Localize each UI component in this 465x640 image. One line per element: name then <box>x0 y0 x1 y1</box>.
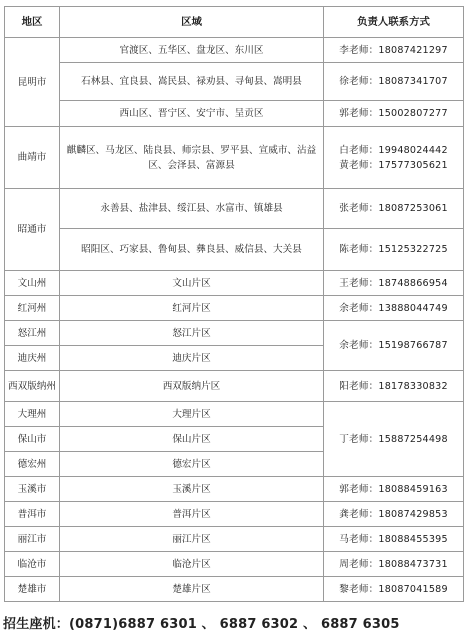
area-text: 保山片区 <box>172 433 211 445</box>
area-text: 西双版纳片区 <box>162 380 221 392</box>
table-row <box>5 189 464 229</box>
contact-line: 张老师：18087253061 <box>339 203 448 214</box>
city-cell: 文山州 <box>5 271 60 296</box>
table-row <box>5 527 464 552</box>
contact-cell <box>324 296 464 321</box>
area-cell <box>60 229 324 271</box>
area-text: 楚雄片区 <box>172 583 211 595</box>
area-text: 丽江片区 <box>172 533 211 545</box>
contact-line: 周老师：18088473731 <box>339 558 448 570</box>
table-row <box>5 577 464 602</box>
area-text: 临沧片区 <box>172 558 211 570</box>
area-text: 永善县、盐津县、绥江县、水富市、镇雄县 <box>100 203 283 214</box>
area-text: 怒江片区 <box>172 327 211 339</box>
area-cell <box>60 527 324 552</box>
table-body <box>5 38 464 602</box>
contact-cell <box>324 371 464 402</box>
contact-cell <box>324 527 464 552</box>
area-cell <box>60 477 324 502</box>
contact-cell <box>324 229 464 271</box>
contact-line: 白老师：19948024442 <box>339 144 448 156</box>
contact-cell <box>324 402 464 477</box>
contact-cell <box>324 577 464 602</box>
area-cell <box>60 127 324 189</box>
table-row <box>5 371 464 402</box>
header-contact: 负责人联系方式 <box>324 7 464 38</box>
contact-cell <box>324 271 464 296</box>
city-cell: 曲靖市 <box>5 127 60 189</box>
area-text: 官渡区、五华区、盘龙区、东川区 <box>119 44 264 56</box>
area-text: 玉溪片区 <box>172 483 211 495</box>
contact-line: 余老师：15198766787 <box>339 340 448 351</box>
contact-line: 陈老师：15125322725 <box>339 244 448 255</box>
contact-line: 余老师：13888044749 <box>339 302 448 314</box>
contact-line: 徐老师：18087341707 <box>339 76 448 87</box>
contact-line: 黄老师：17577305621 <box>339 159 448 171</box>
area-cell <box>60 296 324 321</box>
area-text: 红河片区 <box>172 302 211 314</box>
contact-cell <box>324 477 464 502</box>
table-row <box>5 127 464 189</box>
city-cell: 临沧市 <box>5 552 60 577</box>
area-text: 麒麟区、马龙区、陆良县、师宗县、罗平县、宣威市、沾益区、会泽县、富源县 <box>66 144 317 171</box>
contact-cell <box>324 189 464 229</box>
city-cell: 昆明市 <box>5 38 60 127</box>
contact-line: 阳老师：18178330832 <box>339 380 448 392</box>
city-cell: 楚雄市 <box>5 577 60 602</box>
table-row <box>5 271 464 296</box>
contact-cell <box>324 101 464 127</box>
area-cell <box>60 189 324 229</box>
table-row <box>5 63 464 101</box>
contact-line: 马老师：18088455395 <box>339 533 448 545</box>
table-row <box>5 101 464 127</box>
contact-line: 丁老师：15887254498 <box>339 433 448 445</box>
area-cell <box>60 101 324 127</box>
city-cell: 红河州 <box>5 296 60 321</box>
contact-line: 郭老师：15002807277 <box>339 108 448 119</box>
city-cell: 保山市 <box>5 427 60 452</box>
contact-cell <box>324 502 464 527</box>
area-cell <box>60 427 324 452</box>
area-cell <box>60 502 324 527</box>
table-row <box>5 296 464 321</box>
area-text: 德宏片区 <box>172 458 211 470</box>
area-cell <box>60 63 324 101</box>
area-cell <box>60 552 324 577</box>
city-cell: 普洱市 <box>5 502 60 527</box>
table-row <box>5 477 464 502</box>
area-text: 石林县、宜良县、嵩民县、禄劝县、寻甸县、嵩明县 <box>81 76 302 87</box>
contact-line: 黎老师：18087041589 <box>339 583 448 595</box>
header-city: 地区 <box>5 7 60 38</box>
city-cell: 昭通市 <box>5 189 60 271</box>
table-row <box>5 552 464 577</box>
area-cell <box>60 271 324 296</box>
area-cell <box>60 577 324 602</box>
city-cell: 大理州 <box>5 402 60 427</box>
area-text: 普洱片区 <box>172 508 211 520</box>
city-cell: 玉溪市 <box>5 477 60 502</box>
contact-line: 李老师：18087421297 <box>339 44 448 56</box>
table-row <box>5 402 464 427</box>
contact-line: 王老师：18748866954 <box>339 277 448 289</box>
contact-line: 郭老师：18088459163 <box>339 483 448 495</box>
header-area: 区域 <box>60 7 324 38</box>
contact-cell <box>324 63 464 101</box>
contact-cell <box>324 552 464 577</box>
table-row <box>5 38 464 63</box>
city-cell: 迪庆州 <box>5 346 60 371</box>
enrollment-phone-line: 招生座机：(0871)6887 6301 、 6887 6302 、 6887 6305 <box>3 617 400 632</box>
area-text: 文山片区 <box>172 277 211 289</box>
area-text: 昭阳区、巧家县、鲁甸县、彝良县、威信县、大关县 <box>81 244 302 255</box>
area-text: 大理片区 <box>172 408 211 420</box>
area-cell <box>60 402 324 427</box>
area-cell <box>60 371 324 402</box>
table-row <box>5 229 464 271</box>
city-cell: 西双版纳州 <box>5 371 60 402</box>
area-text: 西山区、晋宁区、安宁市、呈贡区 <box>119 108 264 119</box>
contact-cell <box>324 38 464 63</box>
table-row <box>5 321 464 346</box>
area-cell <box>60 38 324 63</box>
area-text: 迪庆片区 <box>172 352 211 364</box>
contact-cell <box>324 321 464 371</box>
area-cell <box>60 346 324 371</box>
area-cell <box>60 321 324 346</box>
contact-cell <box>324 127 464 189</box>
table-header-row <box>5 7 464 38</box>
area-cell <box>60 452 324 477</box>
contact-line: 龚老师：18087429853 <box>339 508 448 520</box>
city-cell: 怒江州 <box>5 321 60 346</box>
city-cell: 丽江市 <box>5 527 60 552</box>
city-cell: 德宏州 <box>5 452 60 477</box>
contact-table <box>4 6 464 602</box>
table-row <box>5 502 464 527</box>
